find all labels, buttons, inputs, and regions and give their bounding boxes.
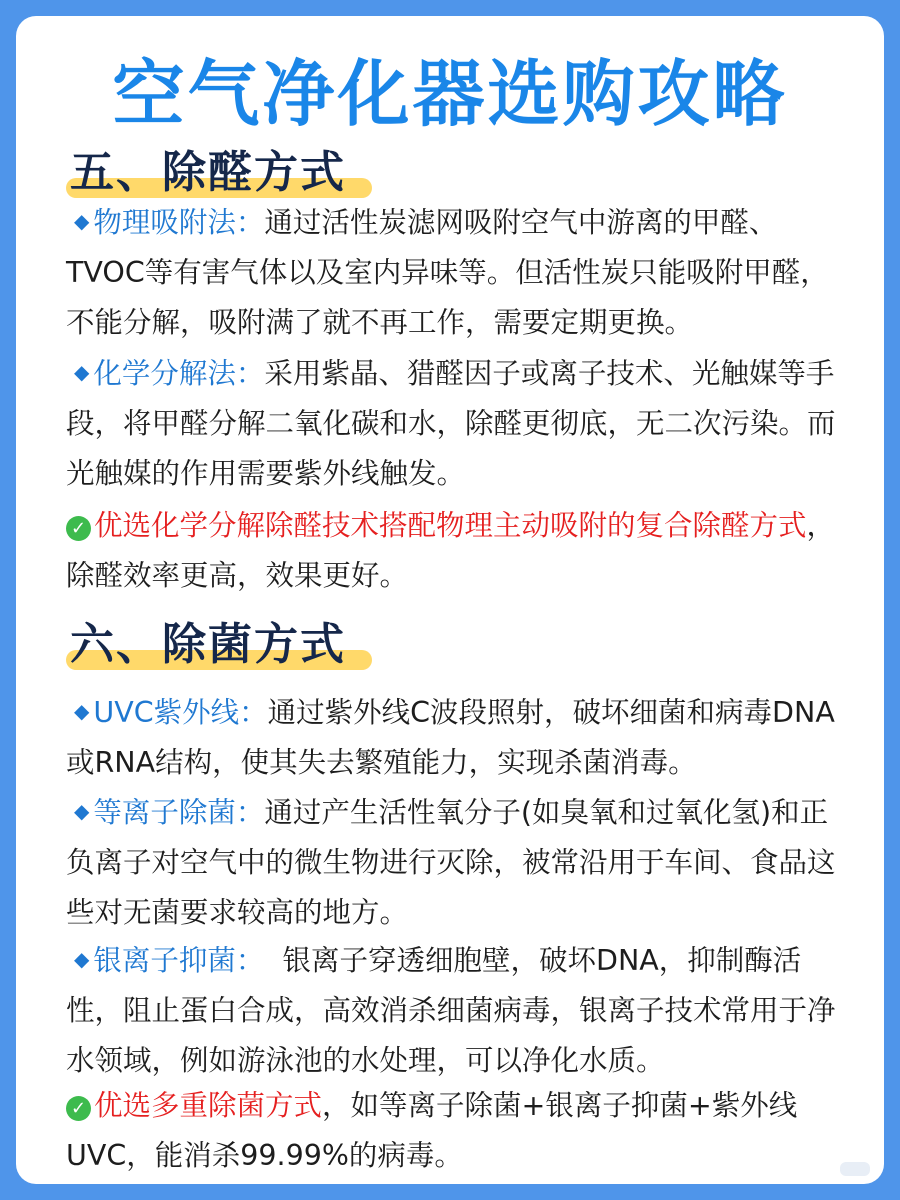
method-label: UVC紫外线： [93,696,268,729]
method-label: 物理吸附法： [93,206,265,239]
method-description: 银离子穿透细胞壁，破坏DNA，抑制酶活性，阻止蛋白合成，高效消杀细菌病毒，银离子技术常用于净水领域，例如游泳池的水处理，可以净化水质。 [66,944,836,1077]
recommendation-highlight: 优选化学分解除醛技术搭配物理主动吸附的复合除醛方式 [94,509,807,542]
recommendation-text: ，如等离子除菌+银离子抑菌+紫外线UVC，能消杀99.99%的病毒。 [66,1089,798,1172]
content-card [16,16,884,1184]
check-circle-icon: ✓ [66,1096,91,1121]
recommendation-text: ，除醛效率更高，效果更好。 [66,509,836,592]
recommendation [66,1081,856,1181]
section-heading-text: 六、除菌方式 [70,619,346,670]
diamond-bullet-icon: ◆ [74,947,90,971]
section-heading-formaldehyde [66,142,346,204]
method-description: 通过产生活性氧分子(如臭氧和过氧化氢)和正负离子对空气中的微生物进行灭除，被常沿用于车间、食品这些对无菌要求较高的地方。 [66,796,836,929]
method-item [66,347,856,499]
diamond-bullet-icon: ◆ [74,360,90,384]
method-item [66,786,856,938]
method-item [66,196,856,348]
diamond-bullet-icon: ◆ [74,209,90,233]
diamond-bullet-icon: ◆ [74,699,90,723]
method-label: 化学分解法： [93,357,265,390]
diamond-bullet-icon: ◆ [74,799,90,823]
method-label: 等离子除菌： [93,796,265,829]
method-item [66,686,856,788]
method-description: 通过活性炭滤网吸附空气中游离的甲醛、TVOC等有害气体以及室内异味等。但活性炭只能吸附甲醛，不能分解，吸附满了就不再工作，需要定期更换。 [66,206,829,339]
page-title: 空气净化器选购攻略 [112,52,788,136]
recommendation [66,501,856,601]
section-heading-text: 五、除醛方式 [70,147,346,198]
method-description: 采用紫晶、猎醛因子或离子技术、光触媒等手段，将甲醛分解二氧化碳和水，除醛更彻底，无二次污染。而光触媒的作用需要紫外线触发。 [66,357,836,490]
method-description: 通过紫外线C波段照射，破坏细菌和病毒DNA或RNA结构，使其失去繁殖能力，实现杀菌消毒。 [66,696,835,779]
method-label: 银离子抑菌： [93,944,265,977]
section-heading-sterilization [66,614,346,676]
check-circle-icon: ✓ [66,516,91,541]
recommendation-highlight: 优选多重除菌方式 [94,1089,323,1122]
method-item [66,934,856,1086]
watermark [840,1162,870,1176]
